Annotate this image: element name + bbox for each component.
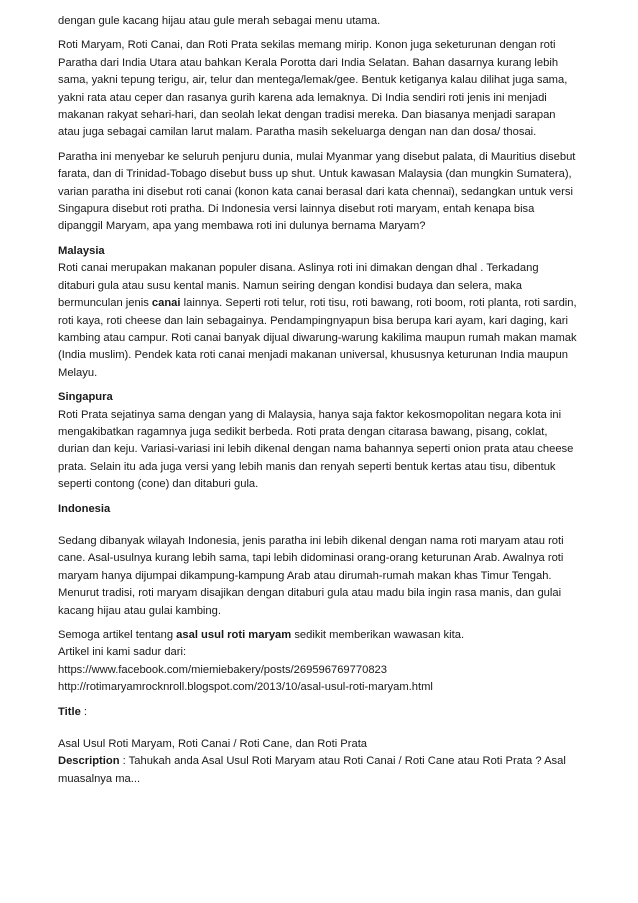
source-link-facebook[interactable]: https://www.facebook.com/miemiebakery/posts/269596769770823: [58, 663, 387, 676]
paragraph-intro-tail: dengan gule kacang hijau atau gule merah sebagai menu utama.: [58, 15, 381, 27]
paragraph-indonesia: Sedang dibanyak wilayah Indonesia, jenis paratha ini lebih dikenal dengan nama roti maryam atau roti cane. Asal-usulnya kurang lebih sama, tapi lebih didominasi orang-orang keturunan Arab. Awalnya roti maryam hanya dijumpai dikampung-kampung Arab atau dirumah-rumah makan khas Timur Tengah. Menurut tradisi, roti maryam disajikan dengan ditaburi gula atau madu bila ingin rasa manis, dan gulai kacang hijau atau gulai kambing.: [58, 534, 564, 617]
paragraph-closing: Semoga artikel tentang asal usul roti maryam sedikit memberikan wawasan kita.: [58, 629, 465, 641]
heading-indonesia: Indonesia: [58, 502, 111, 515]
heading-malaysia: Malaysia: [58, 244, 105, 257]
source-intro: Artikel ini kami sadur dari:: [58, 646, 187, 659]
description-line: Description : Tahukah anda Asal Usul Roti Maryam atau Roti Canai / Roti Cane atau Roti Prata ? Asal muasalnya ma...: [58, 755, 566, 785]
paragraph-roti-comparison: Roti Maryam, Roti Canai, dan Roti Prata sekilas memang mirip. Konon juga seketurunan dengan roti Paratha dari India Utara atau bahkan Kerala Porotta dari India Selatan. Bahan dasarnya kurang lebih sama, yakni tepung terigu, air, telur dan mentega/lemak/gee. Bentuk ketiganya kalau dilihat juga sama, yakni rata atau ceper dan rasanya gurih karena ada lemaknya. Di India sendiri roti jenis ini menjadi makanan rakyat sehari-hari, dan seolah lekat dengan tradisi mereka. Dan biasanya menjadi sarapan atau juga sebagai camilan larut malam. Paratha masih sekeluarga dengan nan dan dosa/ thosai.: [58, 39, 568, 139]
paragraph-paratha-spread: Paratha ini menyebar ke seluruh penjuru dunia, mulai Myanmar yang disebut palata, di Mauritius disebut farata, dan di Trinidad-Tobago disebut buss up shut. Untuk kawasan Malaysia (dan mungkin Sumatera), varian paratha ini disebut roti canai (konon kata canai berasal dari kata chennai), sedangkan untuk versi Singapura disebut roti pratha. Di Indonesia versi lainnya disebut roti maryam, entah kenapa bisa dipanggil Maryam, apa yang membawa roti ini dulunya bernama Maryam?: [58, 150, 576, 233]
heading-singapura: Singapura: [58, 391, 113, 404]
source-link-blogspot[interactable]: http://rotimaryamrocknroll.blogspot.com/2013/10/asal-usul-roti-maryam.html: [58, 681, 433, 694]
title-value: Asal Usul Roti Maryam, Roti Canai / Roti Cane, dan Roti Prata: [58, 738, 368, 751]
title-label: Title: [58, 705, 81, 718]
paragraph-singapura: Roti Prata sejatinya sama dengan yang di Malaysia, hanya saja faktor kekosmopolitan negara kota ini mengakibatkan ragamnya juga sedikit berbeda. Roti prata dengan citarasa bawang, pisang, coklat, durian dan keju. Variasi-variasi ini lebih dikenal dengan nama bahannya seperti onion prata atau cheese prata. Selain itu ada juga versi yang lebih manis dan renyah seperti bentuk kertas atau tisu, dibentuk seperti contong (cone) dan ditaburi gula.: [58, 408, 574, 491]
paragraph-malaysia: Roti canai merupakan makanan populer disana. Aslinya roti ini dimakan dengan dhal . Terkadang ditaburi gula atau susu kental manis. Namun seiring dengan kondisi budaya dan selera, maka bermunculan jenis canai lainnya. Seperti roti telur, roti tisu, roti bawang, roti boom, roti planta, roti sardin, roti kaya, roti cheese dan lain sebagainya. Pendampingnyapun bisa berupa kari ayam, kari daging, kari kambing atau campur. Roti canai banyak dijual diwarung-warung kakilima maupun rumah makan mamak (India muslim). Pendek kata roti canai menjadi makanan universal, khususnya keturunan India maupun Melayu.: [58, 262, 577, 379]
title-line: Title :: [58, 705, 88, 718]
description-label: Description: [58, 755, 120, 768]
